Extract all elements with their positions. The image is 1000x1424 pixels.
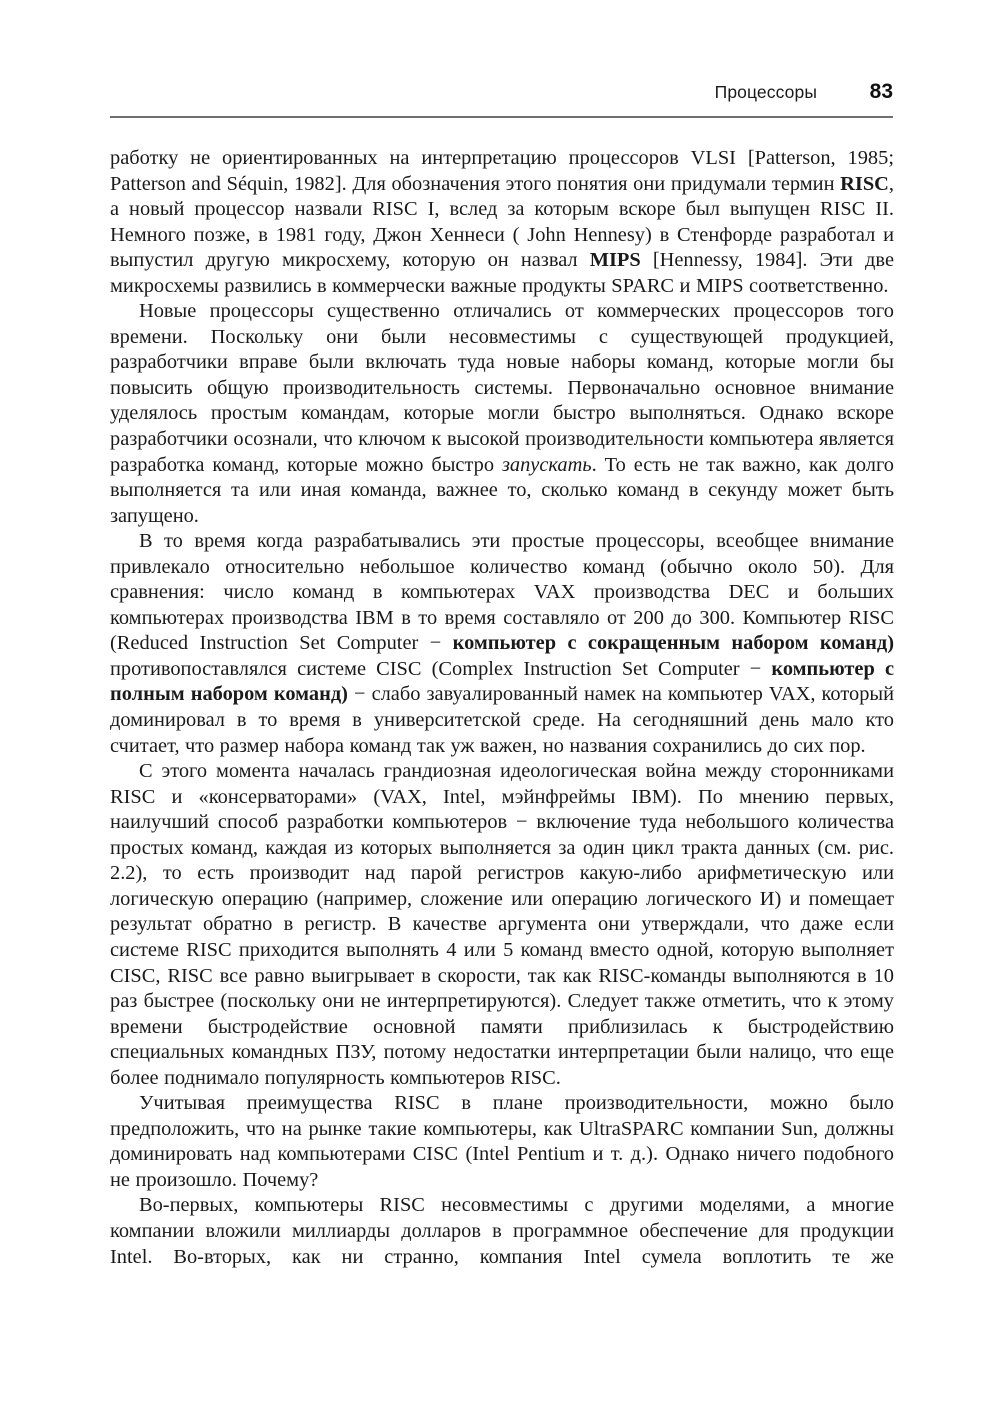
text-run: Учитывая преимущества RISC в плане производительности, можно было предположить, что на рынке такие компьютеры, как UltraSPARC компании Sun, должны доминировать над компьютерами CISC (Intel Pentium и т. д.). Однако ничего подобного не произошло. Почему? <box>110 1092 894 1191</box>
text-run: . То есть не так важно, как долго выполняется та или иная команда, важнее то, сколько команд в секунду может быть запущено. <box>110 453 895 527</box>
text-run: , а новый процессор назвали RISC I, вслед за которым вскоре был выпущен RISC II. Немного позже, в 1981 году, Джон Хеннеси ( John Hennesy) в Стенфорде разработал и выпустил другую микросхему, которую он назвал <box>110 172 894 272</box>
header-rule-divider <box>110 116 893 118</box>
text-run: В то время когда разрабатывались эти простые процессоры, всеобщее внимание привлекало относительно небольшое количество команд (обычно около 50). Для сравнения: число команд в компьютерах VAX производства DEC и больших компьютерах производства IBM в то время составляло от 200 до 300. Компьютер RISC (Reduced Instruction Set Computer − <box>110 530 894 655</box>
bold-term: компьютер с полным набором команд) <box>110 657 894 706</box>
text-run: С этого момента началась грандиозная идеологическая война между сторонниками RISC и «консерваторами» (VAX, Intel, мэйнфреймы IBM). По мнению первых, наилучший способ разработки компьютеров − включение туда небольшого количества простых команд, каждая из которых выполняется за один цикл тракта данных (см. рис. 2.2), то есть производит над парой регистров какую-либо арифметическую или логическую операцию (например, сложение или операцию логического И) и помещает результат обратно в регистр. В качестве аргумента они утверждали, что даже если системе RISC приходится выполнять 4 или 5 команд вместо одной, которую выполняет CISC, RISC все равно выигрывает в скорости, так как RISC-команды выполняются в 10 раз быстрее (поскольку они не интерпретируются). Следует также отметить, что к этому времени быстродействие основной памяти приблизилась к быстродействию специальных командных ПЗУ, потому недостатки интерпретации были налицо, что еще более поднимало популярность компьютеров RISC. <box>110 760 894 1089</box>
text-run: − слабо завуалированный намек на компьютер VAX, который доминировал в то время в университетской среде. На сегодняшний день мало кто считает, что размер набора команд так уж важен, но названия сохранились до сих пор. <box>110 683 894 757</box>
paragraph <box>110 529 894 759</box>
bold-term: MIPS <box>589 249 641 272</box>
bold-term: компьютер с сокращенным набором команд) <box>452 632 894 655</box>
paragraph <box>110 1193 894 1270</box>
running-head-chapter-title: Процессоры <box>714 82 817 102</box>
running-head <box>110 80 893 110</box>
body-text-block <box>110 146 894 1270</box>
text-run: Во-первых, компьютеры RISC несовместимы с другими моделями, а многие компании вложили миллиарды долларов в программное обеспечение для продукции Intel. Во-вторых, как ни странно, компания Intel сумела воплотить те же <box>110 1194 894 1268</box>
italic-term: запускать <box>501 453 592 476</box>
bold-term: RISC <box>840 172 889 195</box>
paragraph <box>110 1091 894 1193</box>
text-run: работку не ориентированных на интерпретацию процессоров VLSI [Patterson, 1985; Patterson and Séquin, 1982]. Для обозначения этого понятия они придумали термин <box>110 147 894 195</box>
page-number: 83 <box>869 80 893 103</box>
text-run: противопоставлялся системе CISC (Complex Instruction Set Computer − <box>110 657 772 680</box>
paragraph <box>110 299 894 529</box>
text-run: [Hennessy, 1984]. Эти две микросхемы развились в коммерчески важные продукты SPARC и MIPS соответственно. <box>110 249 894 297</box>
paragraph <box>110 759 894 1091</box>
paragraph <box>110 146 894 299</box>
text-run: Новые процессоры существенно отличались от коммерческих процессоров того времени. Поскольку они были несовместимы с существующей продукцией, разработчики вправе были включать туда новые наборы команд, которые могли бы повысить общую производительность системы. Первоначально основное внимание уделялось простым командам, которые могли быстро выполняться. Однако вскоре разработчики осознали, что ключом к высокой производительности компьютера является разработка команд, которые можно быстро <box>110 300 894 476</box>
